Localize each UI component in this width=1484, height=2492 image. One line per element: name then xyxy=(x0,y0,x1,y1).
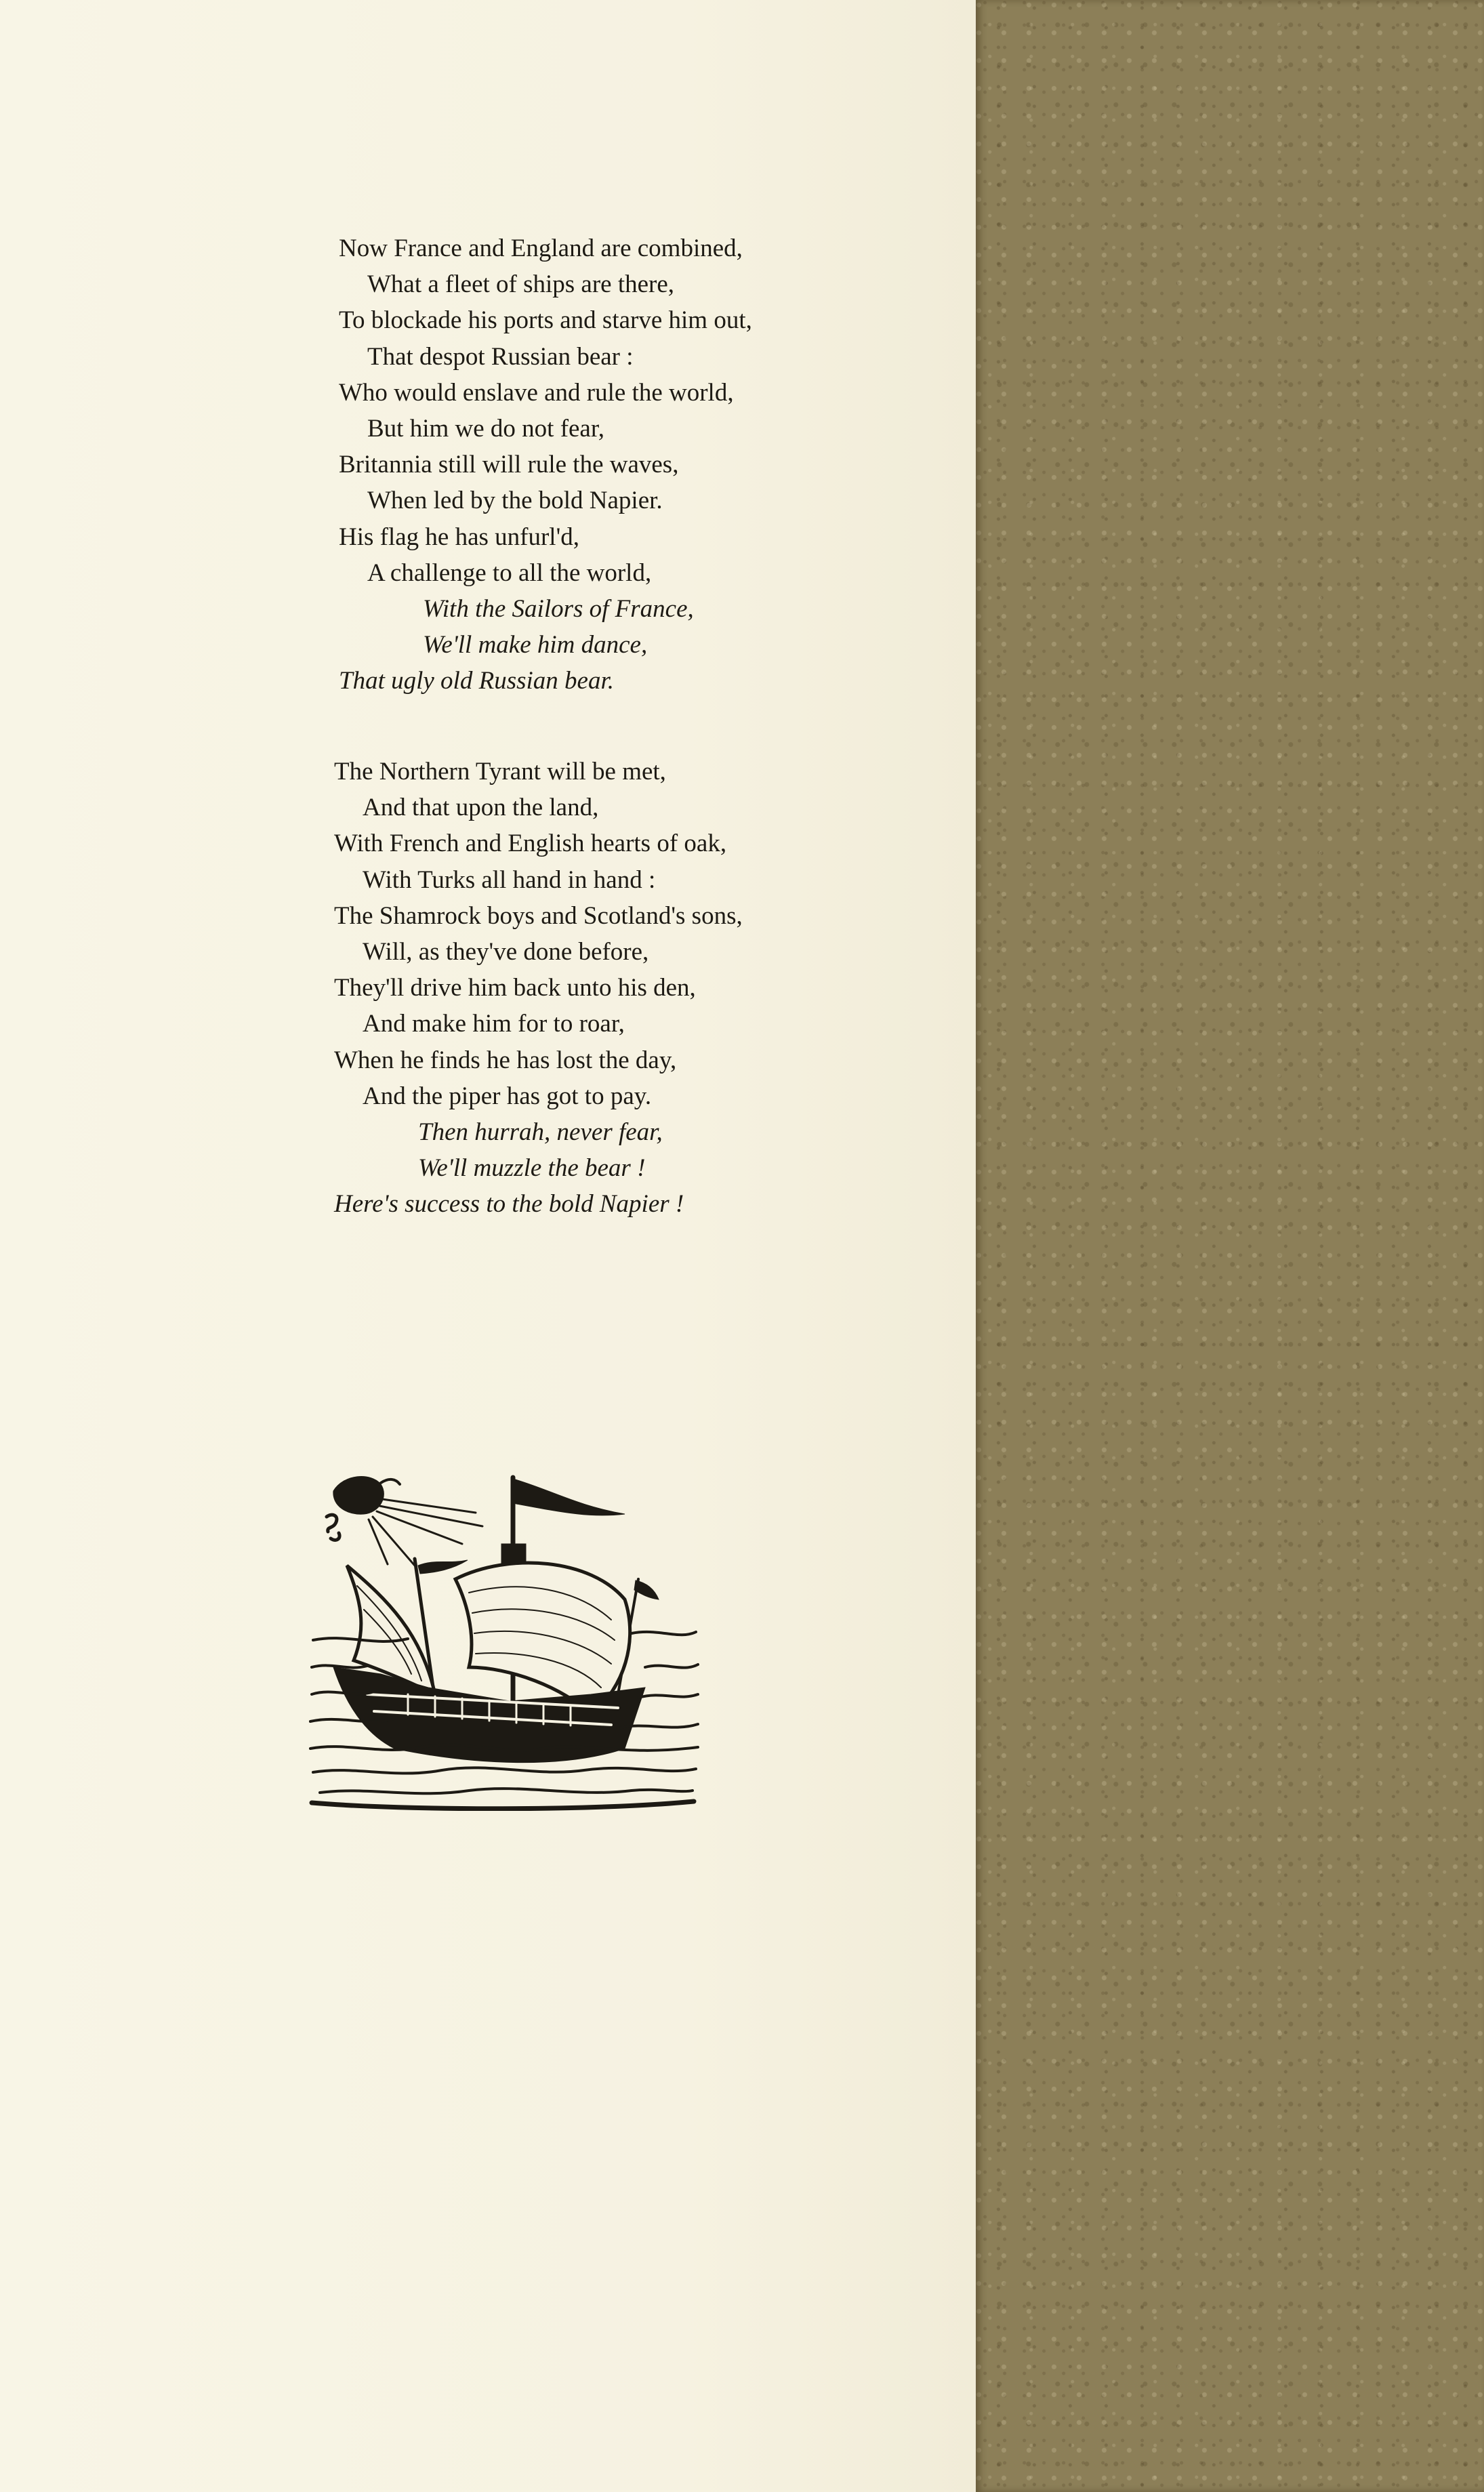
chorus-line: We'll make him dance, xyxy=(423,631,648,659)
verse-line: They'll drive him back unto his den, xyxy=(334,974,696,1002)
verse-line: When led by the bold Napier. xyxy=(367,487,663,515)
verse-line: To blockade his ports and starve him out, xyxy=(339,306,752,335)
verse-line: What a fleet of ships are there, xyxy=(367,270,675,299)
verse-line: Now France and England are combined, xyxy=(339,234,743,262)
verse-line: Will, as they've done before, xyxy=(363,938,649,966)
stanza-2 xyxy=(334,754,743,1223)
verse-line: With Turks all hand in hand : xyxy=(363,865,656,894)
sailing-ship-woodcut-icon xyxy=(306,1464,699,1811)
verse-line: The Shamrock boys and Scotland's sons, xyxy=(334,901,743,930)
binding-board xyxy=(976,0,1484,2492)
verse-line: Britannia still will rule the waves, xyxy=(339,451,679,479)
verse-line: That despot Russian bear : xyxy=(367,342,634,371)
chorus-line: Here's success to the bold Napier ! xyxy=(334,1190,684,1219)
verse-line: But him we do not fear, xyxy=(367,415,604,443)
chorus-line: We'll muzzle the bear ! xyxy=(418,1154,646,1183)
verse-line: And the piper has got to pay. xyxy=(363,1082,652,1110)
verse-line: A challenge to all the world, xyxy=(367,558,652,587)
stanza-1 xyxy=(339,230,752,699)
chorus-line: Then hurrah, never fear, xyxy=(418,1118,663,1147)
verse-line: The Northern Tyrant will be met, xyxy=(334,758,666,785)
chorus-line: With the Sailors of France, xyxy=(423,595,694,624)
verse-line: With French and English hearts of oak, xyxy=(334,830,727,858)
verse-line: And that upon the land, xyxy=(363,794,599,822)
verse-line: His flag he has unfurl'd, xyxy=(339,523,580,551)
verse-line: And make him for to roar, xyxy=(363,1010,625,1038)
chorus-line: That ugly old Russian bear. xyxy=(339,667,614,695)
verse-line: Who would enslave and rule the world, xyxy=(339,378,734,407)
verse-line: When he finds he has lost the day, xyxy=(334,1046,677,1074)
